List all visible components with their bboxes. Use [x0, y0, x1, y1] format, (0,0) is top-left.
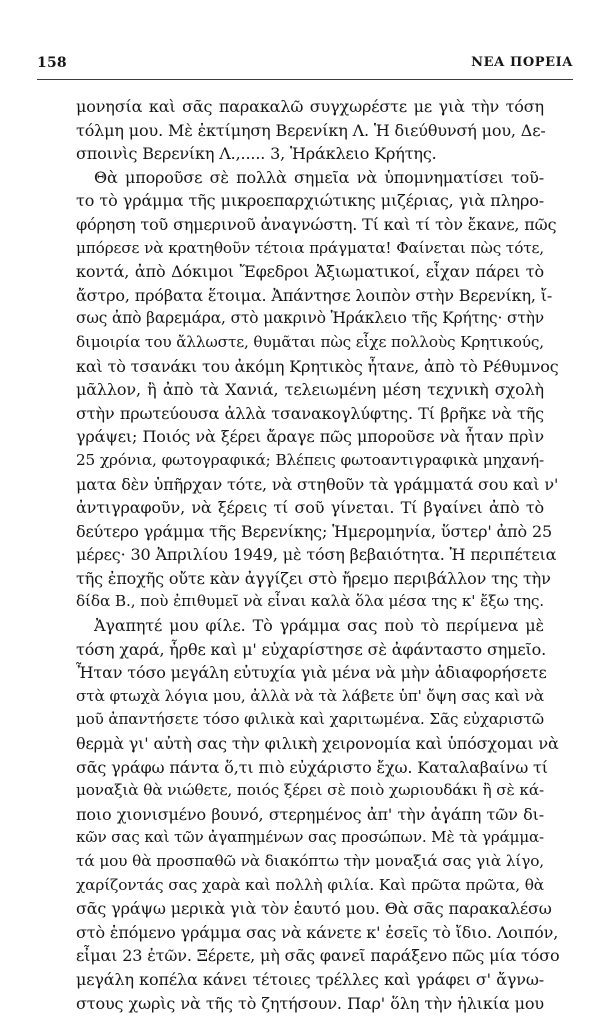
text-line: στὰ φτωχὰ λόγια μου, ἀλλὰ νὰ τὰ λάβετε ὑπ' ὄψη σας καὶ νὰ	[76, 686, 544, 705]
text-line: ἄστρο, πρόβατα ἕτοιμα. Ἀπάντησε λοιπὸν στὴν Βερενίκη, ἴ-	[76, 285, 553, 305]
text-line: διμοιρία του ἄλλωστε, θυμᾶται πὼς εἶχε πολλοὺς Κρητικούς,	[76, 332, 544, 351]
text-line: στὸ ἑπόμενο γράμμα σας νὰ κάνετε κ' ἐσεῖς τὸ ἴδιο. Λοιπόν,	[76, 922, 559, 942]
text-line: τόλμη μου. Μὲ ἐκτίμηση Βερενίκη Λ. Ἡ διεύθυνσή μου, Δε-	[76, 120, 546, 140]
text-line: σᾶς γράψω μερικὰ γιὰ τὸν ἑαυτό μου. Θὰ σᾶς παρακαλέσω	[76, 899, 552, 919]
text-line: 25 χρόνια, φωτογραφικά; Βλέπεις φωτοαντιγραφικὰ μηχανή-	[76, 450, 544, 469]
text-line: ποιο χιονισμένο βουνό, στερημένος ἀπ' τὴν ἀγάπη τῶν δι-	[76, 804, 544, 824]
text-line: ἀντιγραφοῦν, νὰ ξέρεις τί σοῦ γίνεται. Τί βγαίνει ἀπὸ τὸ	[76, 498, 544, 518]
text-line: μᾶλλον, ἢ ἀπὸ τὰ Χανιά, τελειωμένη μέση τεχνικὴ σχολὴ	[76, 380, 544, 400]
page-header	[37, 55, 573, 73]
text-line: το τὸ γράμμα τῆς μικροεπαρχιώτικης μιζέριας, γιὰ πληρο-	[76, 191, 544, 211]
text-line: δεύτερο γράμμα τῆς Βερενίκης; Ἡμερομηνία, ὕστερ' ἀπὸ 25	[76, 521, 553, 541]
text-line: Ἀγαπητέ μου φίλε. Τὸ γράμμα σας ποὺ τὸ περίμενα μὲ	[94, 616, 544, 636]
text-line: σποινὶς Βερενίκη Λ.,..... 3, Ἡράκλειο Κρήτης.	[76, 144, 437, 164]
text-line: σως ἀπὸ βαρεμάρα, στὸ μακρινὸ Ἡράκλειο τῆς Κρήτης· στὴν	[76, 309, 544, 328]
text-line: τά μου θὰ προσπαθῶ νὰ διακόπτω τὴν μοναξιά σας γιὰ λίγο,	[76, 852, 544, 870]
text-line: μέρες· 30 Ἀπριλίου 1949, μὲ τόση βεβαιότητα. Ἡ περιπέτεια	[76, 545, 557, 565]
header-rule	[37, 79, 573, 80]
text-line: δίδα Β., ποὺ ἐπιθυμεῖ νὰ εἶναι καλὰ ὅλα μέσα της κ' ἔξω της.	[76, 592, 544, 611]
text-line: καὶ τὸ τσανάκι του ἀκόμη Κρητικὸς ἦτανε, ἀπὸ τὸ Ρέθυμνος	[76, 356, 559, 376]
text-line: στὴν πρωτεύουσα ἀλλὰ τσανακογλύφτης. Τί βρῆκε νὰ τῆς	[76, 403, 544, 423]
text-line: κοντά, ἀπὸ Δόκιμοι Ἔφεδροι Ἀξιωματικοί, εἶχαν πάρει τὸ	[76, 262, 544, 282]
text-line: εἶμαι 23 ἐτῶν. Ξέρετε, μὴ σᾶς φανεῖ παράξενο πῶς μία τόσο	[76, 946, 560, 966]
text-line: χαρίζοντάς σας χαρὰ καὶ πολλὴ φιλία. Καὶ πρῶτα πρῶτα, θὰ	[76, 875, 544, 894]
text-line: κῶν σας καὶ τῶν ἀγαπημένων σας προσώπων. Μὲ τὰ γράμμα-	[76, 828, 544, 847]
text-line: γράψει; Ποιός νὰ ξέρει ἄραγε πῶς μποροῦσε νὰ ἦταν πρὶν	[76, 427, 544, 447]
text-line: ματα δὲν ὑπῆρχαν τότε, νὰ στηθοῦν τὰ γράμματά σου καὶ ν'	[76, 474, 559, 494]
text-line: τῆς ἐποχῆς οὔτε κὰν ἀγγίζει στὸ ἤρεμο περιβάλλον της τὴν	[76, 568, 551, 588]
text-line: μεγάλη κοπέλα κάνει τέτοιες τρέλλες καὶ γράφει σ' ἄγνω-	[76, 969, 544, 989]
text-line: φόρηση τοῦ σημερινοῦ ἀναγνώστη. Τί καὶ τί τὸν ἔκανε, πῶς	[76, 214, 557, 234]
text-line: μοναξιὰ θὰ νιώθετε, ποιός ξέρει σὲ ποιὸ χωριουδάκι ἢ σὲ κά-	[76, 781, 544, 800]
text-line: τόση χαρά, ἦρθε καὶ μ' εὐχαρίστησε σὲ ἀφάνταστο σημεῖο.	[76, 639, 547, 659]
text-line: Θὰ μποροῦσε σὲ πολλὰ σημεῖα νὰ ὑπομνηματίσει τοῦ-	[94, 167, 544, 187]
body-text	[76, 95, 560, 1015]
text-line: μονησία καὶ σᾶς παρακαλῶ συγχωρέστε με γιὰ τὴν τόση	[76, 97, 544, 116]
running-head: ΝΕΑ ΠΟΡΕΙΑ	[471, 55, 573, 70]
page-number: 158	[37, 55, 67, 71]
text-line: στους χωρὶς νὰ τῆς τὸ ζητήσουν. Παρ' ὅλη τὴν ἡλικία μου	[76, 993, 544, 1013]
text-line: μοῦ ἀπαντήσετε τόσο φιλικὰ καὶ χαριτωμένα. Σᾶς εὐχαριστῶ	[76, 710, 544, 729]
text-line: θερμὰ γι' αὐτὴ σας τὴν φιλικὴ χειρονομία καὶ ὑπόσχομαι νὰ	[76, 734, 559, 754]
text-line: Ἦταν τόσο μεγάλη εὐτυχία γιὰ μένα νὰ μὴν ἀδιαφορήσετε	[76, 663, 547, 683]
text-line: μπόρεσε νὰ κρατηθοῦν τέτοια πράγματα! Φαίνεται πὼς τότε,	[76, 238, 544, 257]
text-line: σᾶς γράφω πάντα ὅ,τι πιὸ εὐχάριστο ἔχω. Καταλαβαίνω τί	[76, 757, 548, 777]
